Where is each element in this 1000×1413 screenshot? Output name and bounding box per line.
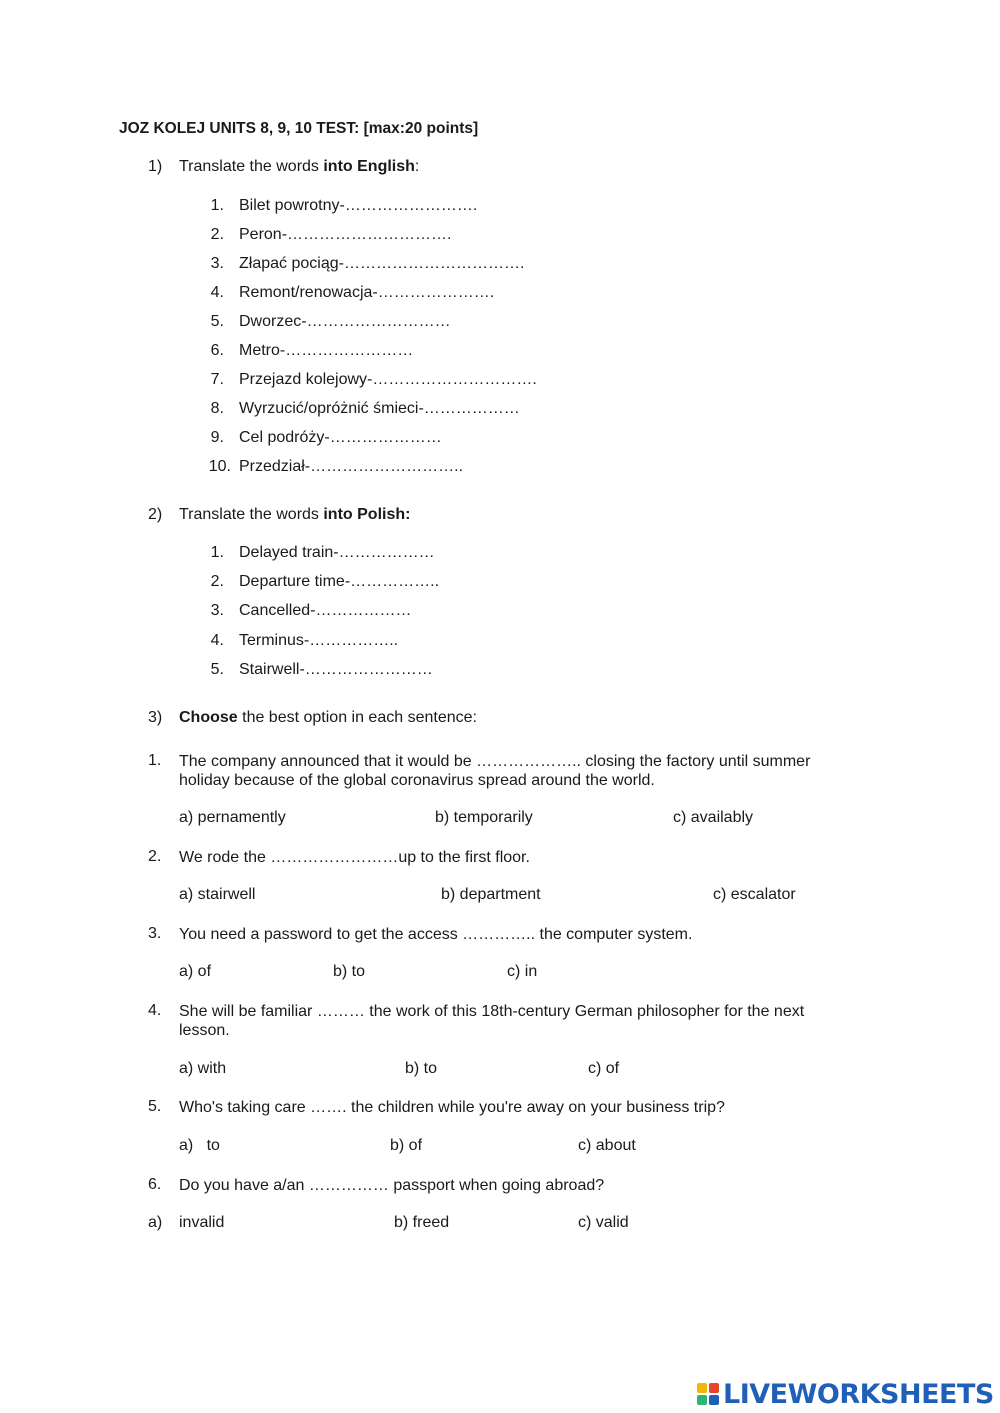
question-number: 6. [148,1176,162,1193]
list-item-number: 5. [210,313,224,330]
list-item: Remont/renowacja-…………………. [239,284,495,301]
list-item-number: 3. [210,602,224,619]
logo-square-icon [709,1395,719,1405]
list-item: Złapać pociąg-……………………………. [239,255,525,272]
list-item-number: 5. [210,661,224,678]
list-item: Dworzec-……………………… [239,313,451,330]
option-a-label: a) [148,1214,163,1231]
option-b[interactable]: b) to [405,1060,438,1077]
section-1-heading-bold: into English [323,158,415,175]
question-number: 4. [148,1002,162,1019]
liveworksheets-logo [697,1378,994,1410]
list-item: Metro-…………………… [239,342,414,359]
list-item: Cancelled-……………… [239,602,412,619]
logo-square-icon [697,1395,707,1405]
list-item-number: 2. [210,573,224,590]
question-number: 3. [148,925,162,942]
list-item: Przedział-……………………….. [239,458,464,475]
list-item-number: 6. [210,342,224,359]
list-item: Departure time-…………….. [239,573,440,590]
option-b[interactable]: b) of [390,1137,423,1154]
question-text: You need a password to get the access ………….. the computer system. [179,926,693,943]
question-number: 5. [148,1098,162,1115]
list-item-number: 4. [210,284,224,301]
list-item: Terminus-…………….. [239,632,399,649]
logo-text: LIVEWORKSHEETS [723,1378,994,1410]
section-1-heading [179,158,419,176]
section-3-heading-post: the best option in each sentence: [237,709,477,726]
section-2-heading [179,506,410,524]
question-text: Do you have a/an …………… passport when going abroad? [179,1177,605,1194]
list-item: Przejazd kolejowy-…………………………. [239,371,537,388]
option-a[interactable]: a) stairwell [179,886,256,903]
section-2-heading-pre: Translate the words [179,506,324,523]
list-item: Delayed train-……………… [239,544,435,561]
section-3-heading-bold: Choose [179,709,238,726]
option-b[interactable]: b) freed [394,1214,450,1231]
option-c[interactable]: c) in [507,963,538,980]
section-1-heading-post: : [414,158,420,175]
section-2-number: 2) [148,506,163,523]
question-number: 2. [148,848,162,865]
list-item: Bilet powrotny-……………………. [239,197,478,214]
list-item: Stairwell-…………………… [239,661,433,678]
list-item-number: 10. [208,458,231,475]
option-c[interactable]: c) valid [578,1214,629,1231]
option-c[interactable]: c) escalator [713,886,796,903]
question-text: The company announced that it would be ……………….. closing the factory until summer holiday because of the global coronavirus spread around the world. [179,753,811,789]
list-item: Wyrzucić/opróżnić śmieci-……………… [239,400,520,417]
list-item-number: 2. [210,226,224,243]
logo-square-icon [709,1383,719,1393]
section-3-number: 3) [148,709,163,726]
option-b[interactable]: b) department [441,886,541,903]
option-a[interactable]: a) with [179,1060,227,1077]
option-b[interactable]: b) to [333,963,366,980]
logo-grid-icon [697,1383,719,1405]
question-text: She will be familiar ……… the work of this 18th-century German philosopher for the next lesson. [179,1003,805,1039]
section-1-heading-pre: Translate the words [179,158,324,175]
list-item-number: 8. [210,400,224,417]
list-item-number: 9. [210,429,224,446]
list-item-number: 4. [210,632,224,649]
option-a[interactable]: invalid [179,1214,225,1231]
option-a[interactable]: a) of [179,963,212,980]
option-b[interactable]: b) temporarily [435,809,533,826]
option-a[interactable]: a) to [179,1137,220,1154]
list-item-number: 7. [210,371,224,388]
list-item-number: 3. [210,255,224,272]
question-number: 1. [148,752,162,769]
list-item-number: 1. [210,544,224,561]
section-1-number: 1) [148,158,163,175]
question-text: Who's taking care ……. the children while you're away on your business trip? [179,1099,725,1116]
question-text: We rode the ……………………up to the first floor. [179,849,530,866]
list-item-number: 1. [210,197,224,214]
option-c[interactable]: c) of [588,1060,620,1077]
option-c[interactable]: c) availably [673,809,754,826]
section-2-heading-bold: into Polish: [323,506,411,523]
worksheet-title: JOZ KOLEJ UNITS 8, 9, 10 TEST: [max:20 points] [119,120,479,137]
section-3-heading [179,709,477,727]
logo-square-icon [697,1383,707,1393]
list-item: Cel podróży-………………… [239,429,442,446]
option-c[interactable]: c) about [578,1137,636,1154]
list-item: Peron-…………………………. [239,226,452,243]
option-a[interactable]: a) pernamently [179,809,286,826]
